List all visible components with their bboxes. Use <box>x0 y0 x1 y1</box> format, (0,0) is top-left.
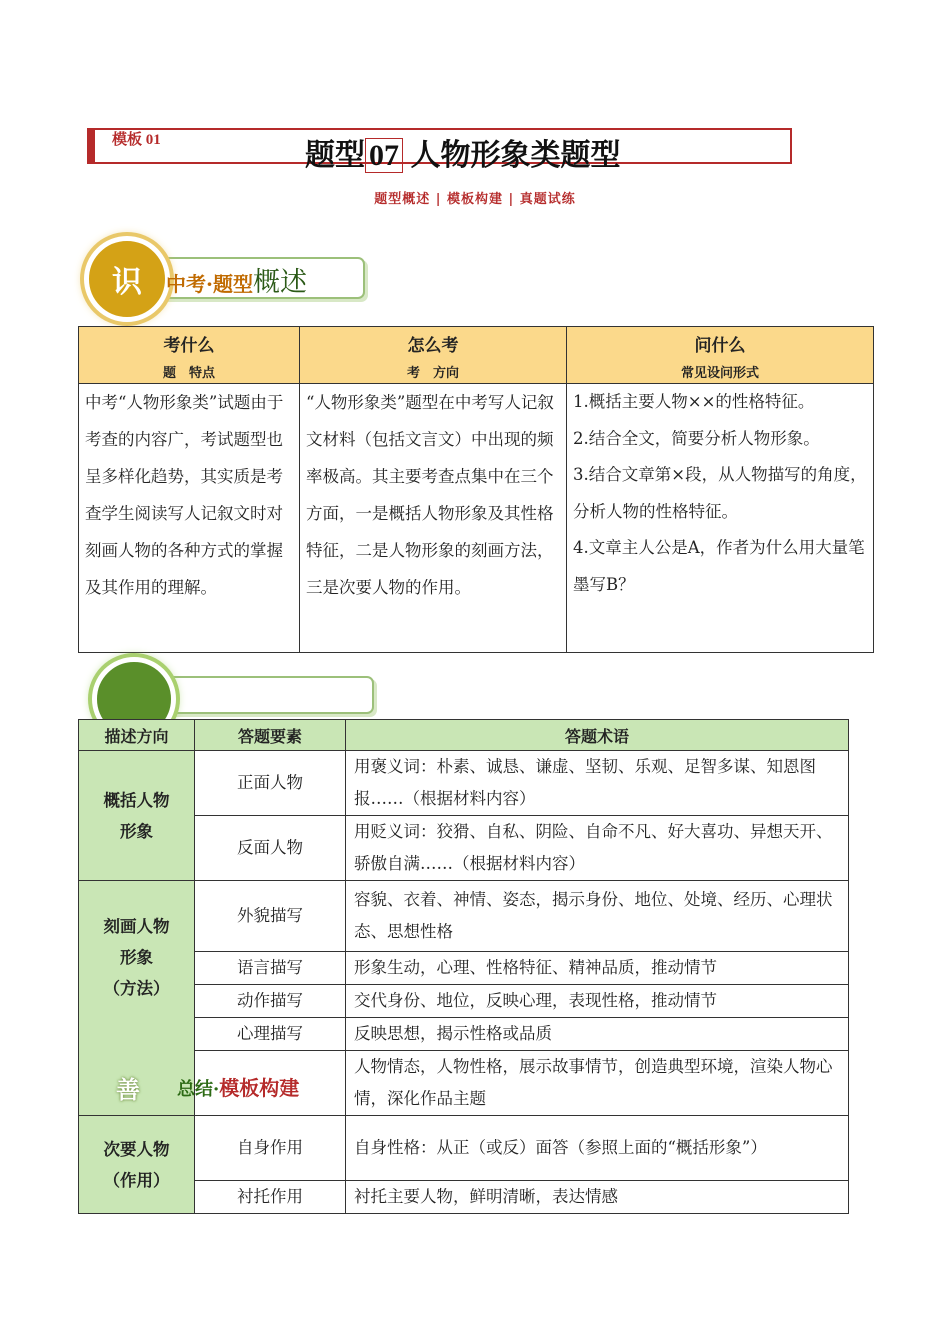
overview-header-1 <box>79 327 300 384</box>
term-cell: 自身性格：从正（或反）面答（参照上面的“概括形象”） <box>346 1116 849 1181</box>
section1-title-a: 中考·题型 <box>166 272 253 296</box>
table-row <box>79 881 849 952</box>
header-title: 问什么 <box>694 336 746 356</box>
table-row <box>79 985 849 1018</box>
term-cell: 用贬义词：狡猾、自私、阴险、自命不凡、好大喜功、异想天开、骄傲自满……（根据材料内容） <box>346 816 849 881</box>
table-row <box>79 1181 849 1214</box>
section1-title-b: 概述 <box>252 267 307 298</box>
element-cell: 反面人物 <box>195 816 346 881</box>
term-cell: 用褒义词：朴素、诚恳、谦虚、坚韧、乐观、足智多谋、知恩图报……（根据材料内容） <box>346 751 849 816</box>
header-title: 怎么考 <box>407 336 459 356</box>
section2-title-a: 总结· <box>177 1079 220 1100</box>
overview-table <box>78 326 874 653</box>
table-row <box>79 1116 849 1181</box>
section2-title <box>177 1072 299 1101</box>
question-item: 3.结合文章第×段，从人物描写的角度，分析人物的性格特征。 <box>573 465 867 521</box>
page-title <box>305 130 621 174</box>
section2-title-b: 模板构建 <box>219 1076 300 1100</box>
template-table <box>78 719 849 1214</box>
overview-header-2 <box>300 327 567 384</box>
term-cell: 容貌、衣着、神情、姿态，揭示身份、地位、处境、经历、心理状态、思想性格 <box>346 881 849 952</box>
element-cell: 动作描写 <box>195 985 346 1018</box>
overview-direction-cell: “人物形象类”题型在中考写人记叙文材料（包括文言文）中出现的频率极高。其主要考查点集中在三个方面，一是概括人物形象及其性格特征，二是人物形象的刻画方法，三是次要人物的作用。 <box>300 384 567 653</box>
table-row <box>79 952 849 985</box>
term-cell: 反映思想，揭示性格或品质 <box>346 1018 849 1051</box>
section2-badge-char: 善 <box>116 1075 140 1104</box>
title-text: 人物形象类题型 <box>410 139 621 172</box>
question-item: 4.文章主人公是A，作者为什么用大量笔墨写B？ <box>573 538 865 594</box>
overview-question-cell <box>567 384 874 653</box>
template-tag: 模板 01 <box>112 132 161 148</box>
category-line: （作用） <box>103 1170 170 1190</box>
category-cell <box>79 1116 195 1214</box>
section1-title <box>166 260 307 299</box>
overview-body-row <box>79 384 874 653</box>
element-cell: 心理描写 <box>195 1018 346 1051</box>
category-cell <box>79 751 195 881</box>
element-cell: 外貌描写 <box>195 881 346 952</box>
category-line: 形象 <box>120 948 153 967</box>
category-line: 次要人物 <box>103 1139 170 1159</box>
table-row <box>79 751 849 816</box>
header-sub: 题 特点 <box>162 366 215 381</box>
element-cell: 语言描写 <box>195 952 346 985</box>
template-header-row <box>79 720 849 751</box>
category-line: 刻画人物 <box>103 917 170 936</box>
table-row <box>79 1018 849 1051</box>
header-sub: 常见设问形式 <box>680 366 759 381</box>
element-cell: 衬托作用 <box>195 1181 346 1214</box>
title-number: 07 <box>365 138 403 173</box>
element-cell: 正面人物 <box>195 751 346 816</box>
overview-header-3 <box>567 327 874 384</box>
term-cell: 衬托主要人物，鲜明清晰，表达情感 <box>346 1181 849 1214</box>
term-cell: 形象生动，心理、性格特征、精神品质，推动情节 <box>346 952 849 985</box>
table-row <box>79 816 849 881</box>
template-header-2: 答题要素 <box>195 720 346 751</box>
header-sub: 考 方向 <box>406 366 459 381</box>
header-title: 考什么 <box>163 336 215 356</box>
element-cell: 自身作用 <box>195 1116 346 1181</box>
section1-badge-icon <box>84 236 170 322</box>
question-item: 2.结合全文，简要分析人物形象。 <box>573 428 820 448</box>
overview-feature-cell: 中考“人物形象类”试题由于考查的内容广，考试题型也呈多样化趋势，其实质是考查学生阅读写人记叙文时对刻画人物的各种方式的掌握及其作用的理解。 <box>79 384 300 653</box>
category-line: 形象 <box>120 821 153 841</box>
template-header-3: 答题术语 <box>346 720 849 751</box>
category-line: （方法） <box>103 979 170 998</box>
template-header-1: 描述方向 <box>79 720 195 751</box>
section1-badge-char: 识 <box>112 265 142 300</box>
title-prefix: 题型 <box>305 139 365 172</box>
category-line: 概括人物 <box>103 790 170 810</box>
term-cell: 交代身份、地位，反映心理，表现性格，推动情节 <box>346 985 849 1018</box>
term-cell: 人物情态，人物性格，展示故事情节，创造典型环境，渲染人物心情，深化作品主题 <box>346 1051 849 1116</box>
overview-header-row <box>79 327 874 384</box>
section-subnav: 题型概述 | 模板构建 | 真题试练 <box>374 192 576 207</box>
question-item: 1.概括主要人物××的性格特征。 <box>573 392 815 411</box>
